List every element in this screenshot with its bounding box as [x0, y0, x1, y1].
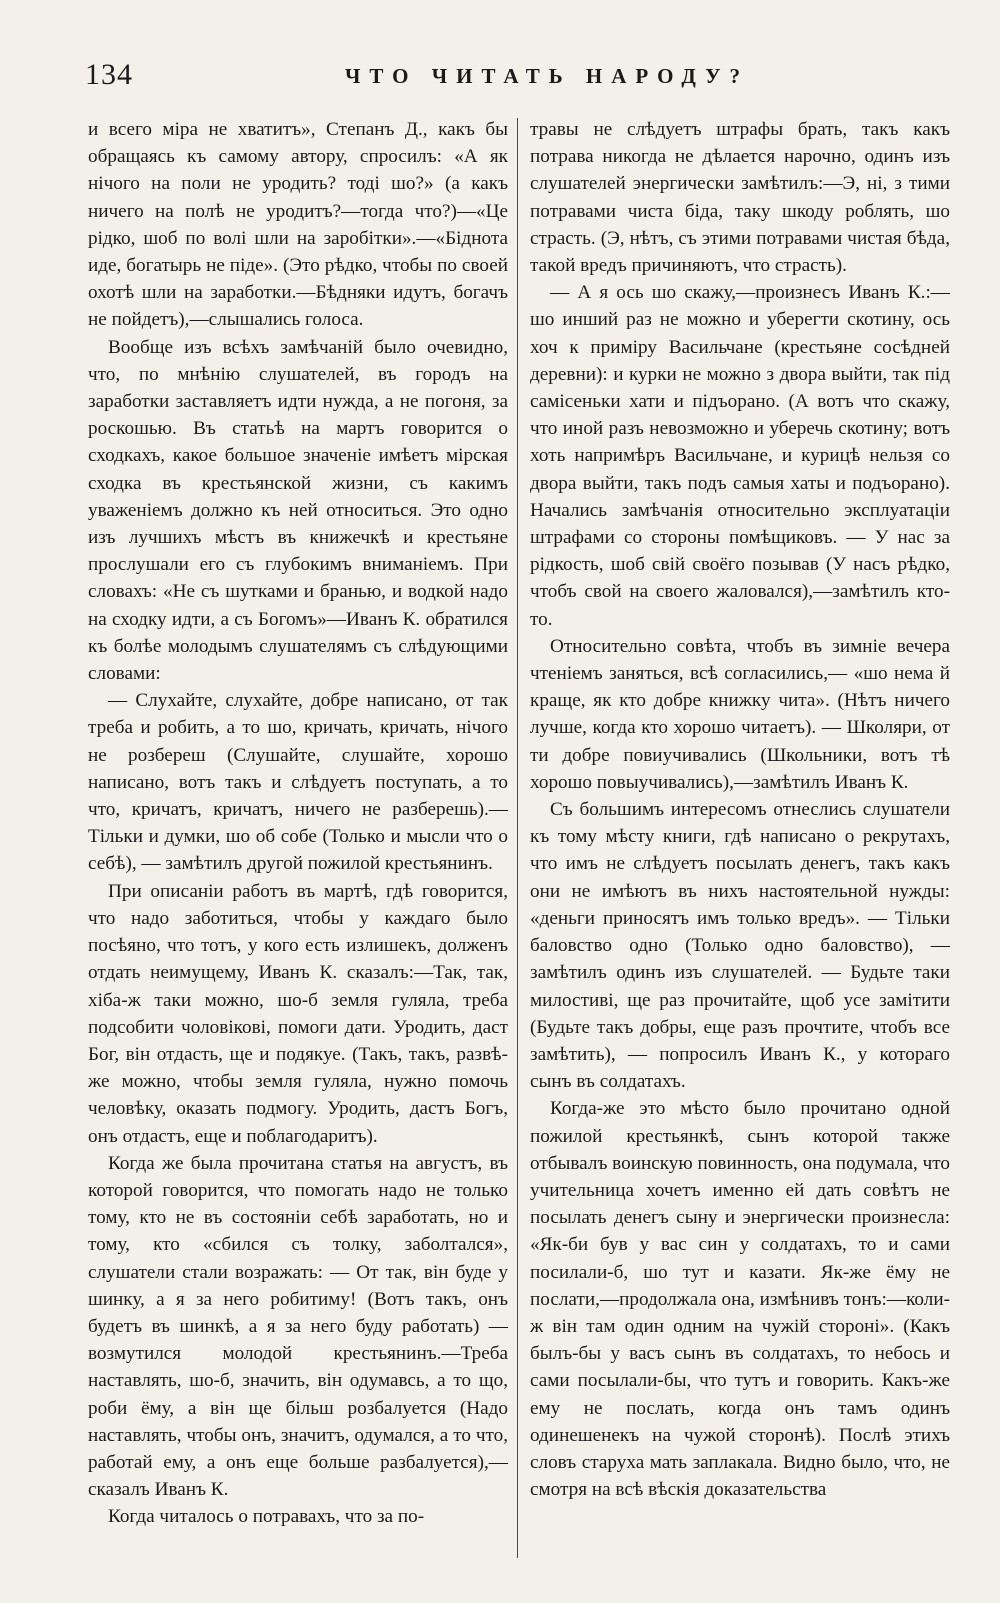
paragraph: — Слухайте, слухайте, добре написано, от так треба и робить, а то шо, кричать, кричать, нічого не розбереш (Слушайте, слушайте, хорошо написано, вотъ такъ и слѣдуетъ поступать, а то что, кричатъ, кричатъ, ничего не разберешь).—Тільки и думки, шо об собе (Только и мысли что о себѣ), — замѣтилъ другой пожилой крестьянинъ. [88, 690, 508, 875]
paragraph: — А я ось шо скажу,—произнесъ Иванъ К.:—шо инший раз не можно и уберегти скотину, ось хоч к приміру Васильчане (крестьяне сосѣдней деревни): и курки не можно з двора выйти, так під самісеньки хати и підъорано. (А вотъ что скажу, что иной разъ невозможно и уберечь скотину; вотъ хоть напримѣръ Васильчане, и курицѣ нельзя со двора выйти, такъ подъ самыя хаты и подъорано). Начались замѣчанія относительно эксплуатаціи штрафами со стороны помѣщиковъ. — У нас за рідкость, шоб свій своёго позывав (У насъ рѣдко, чтобъ свой на своего жаловался),—замѣтилъ кто-то. [530, 282, 950, 630]
paragraph: Когда же была прочитана статья на августъ, въ которой говорится, что помогать надо не только тому, кто не въ состояніи себѣ заработать, но и тому, кто «сбился съ толку, заболтался», слушатели стали возражать: — От так, він буде у шинку, а я за него робитиму! (Вотъ такъ, онъ будетъ въ шинкѣ, а я за него буду работать) —возмутился молодой крестьянинъ.—Треба наставлять, шо-б, значить, він одумавсь, а то що, роби ёму, а він ще більш розбалуется (Надо наставлять, чтобы онъ, значитъ, одумался, а то что, работай ему, а онъ еще больше разбалуется),—сказалъ Иванъ К. [88, 1152, 508, 1501]
page-header [85, 58, 970, 98]
right-column [530, 116, 950, 1503]
paragraph: Вообще изъ всѣхъ замѣчаній было очевидно, что, по мнѣнію слушателей, въ городъ на заработки заставляетъ идти нужда, а не погоня, за роскошью. Въ статьѣ на мартъ говорится о сходкахъ, какое большое значеніе имѣетъ мірская сходка въ крестьянской жизни, съ какимъ уваженіемъ должно къ ней относиться. Это одно изъ лучшихъ мѣстъ въ книжечкѣ и крестьяне прослушали его съ глубокимъ вниманіемъ. При словахъ: «Не съ шутками и бранью, и водкой надо на сходку идти, а съ Богомъ»—Иванъ К. обратился къ болѣе молодымъ слушателямъ съ слѣдующими словами: [88, 336, 508, 685]
paragraph: При описаніи работъ въ мартѣ, гдѣ говорится, что надо заботиться, чтобы у каждаго было посѣяно, что тотъ, у кого есть излишекъ, долженъ отдать неимущему, Иванъ К. сказалъ:—Так, так, хіба-ж таки можно, шо-б земля гуляла, треба подсобити чоловікові, помоги дати. Уродить, даст Бог, він отдасть, ще и подякуе. (Такъ, такъ, развѣ-же можно, чтобы земля гуляла, нужно помочь человѣку, оказать подмогу. Уродить, дастъ Богъ, онъ отдастъ, еще и поблагодаритъ). [88, 880, 508, 1147]
running-title: ЧТО ЧИТАТЬ НАРОДУ? [345, 64, 750, 88]
page-number: 134 [85, 58, 133, 91]
paragraph: травы не слѣдуетъ штрафы брать, такъ какъ потрава никогда не дѣлается нарочно, одинъ изъ слушателей энергически замѣтилъ:—Э, ні, з тими потравами чиста біда, таку шкоду роблять, шо страсть. (Э, нѣтъ, съ этими потравами чистая бѣда, такой вредъ причиняютъ, что страсть). [530, 119, 950, 277]
paragraph: Когда читалось о потравахъ, что за по- [108, 1506, 425, 1528]
column-divider [517, 118, 518, 1558]
paragraph: Съ большимъ интересомъ отнеслись слушатели къ тому мѣсту книги, гдѣ написано о рекрутахъ, что имъ не слѣдуетъ посылать денегъ, такъ какъ они не имѣютъ въ нихъ настоятельной нужды: «деньги приносятъ имъ только вредъ». — Тільки баловство одно (Только одно баловство), — замѣтилъ одинъ изъ слушателей. — Будьте таки милостиві, ще раз прочитайте, щоб усе замітити (Будьте такъ добры, еще разъ прочтите, чтобъ все замѣтить), — попросилъ Иванъ К., у котораго сынъ въ солдатахъ. [530, 799, 950, 1093]
paragraph: Относительно совѣта, чтобъ въ зимніе вечера чтеніемъ заняться, всѣ согласились,— «шо нема й краще, як кто добре книжку чита». (Нѣтъ ничего лучше, когда кто хорошо читаетъ). — Школяри, от ти добре повиучивались (Школьники, вотъ тѣ хорошо повыучивались),—замѣтилъ Иванъ К. [530, 635, 950, 793]
left-column [88, 116, 508, 1531]
paragraph: Когда-же это мѣсто было прочитано одной пожилой крестьянкѣ, сынъ которой также отбывалъ воинскую повинность, она подумала, что учительница хочетъ именно ей дать совѣтъ не посылать денегъ сыну и энергически произнесла: «Як-би був у вас син у солдатахъ, то и сами посилали-б, шо тут и казати. Як-же ёму не послати,—продолжала она, измѣнивъ тонъ:—коли-ж він там один одним на чужій стороні». (Какъ былъ-бы у васъ сынъ въ солдатахъ, то небось и сами посылали-бы, что тутъ и говорить. Какъ-же ему не послать, когда онъ тамъ одинъ одинешенекъ на чужой сторонѣ). Послѣ этихъ словъ старуха мать заплакала. Видно было, что, не смотря на всѣ вѣскія доказательства [530, 1098, 950, 1501]
paragraph: и всего міра не хватитъ», Степанъ Д., какъ бы обращаясь къ самому автору, спросилъ: «А як нічого на поли не уродить? тоді шо?» (а какъ ничего на полѣ не уродитъ?—тогда что?)—«Це рідко, шоб по волі шли на заробітки».—«Біднота иде, богатырь не піде». (Это рѣдко, чтобы по своей охотѣ шли на заработки.—Бѣдняки идутъ, богачъ не пойдетъ),—слышались голоса. [88, 119, 508, 331]
